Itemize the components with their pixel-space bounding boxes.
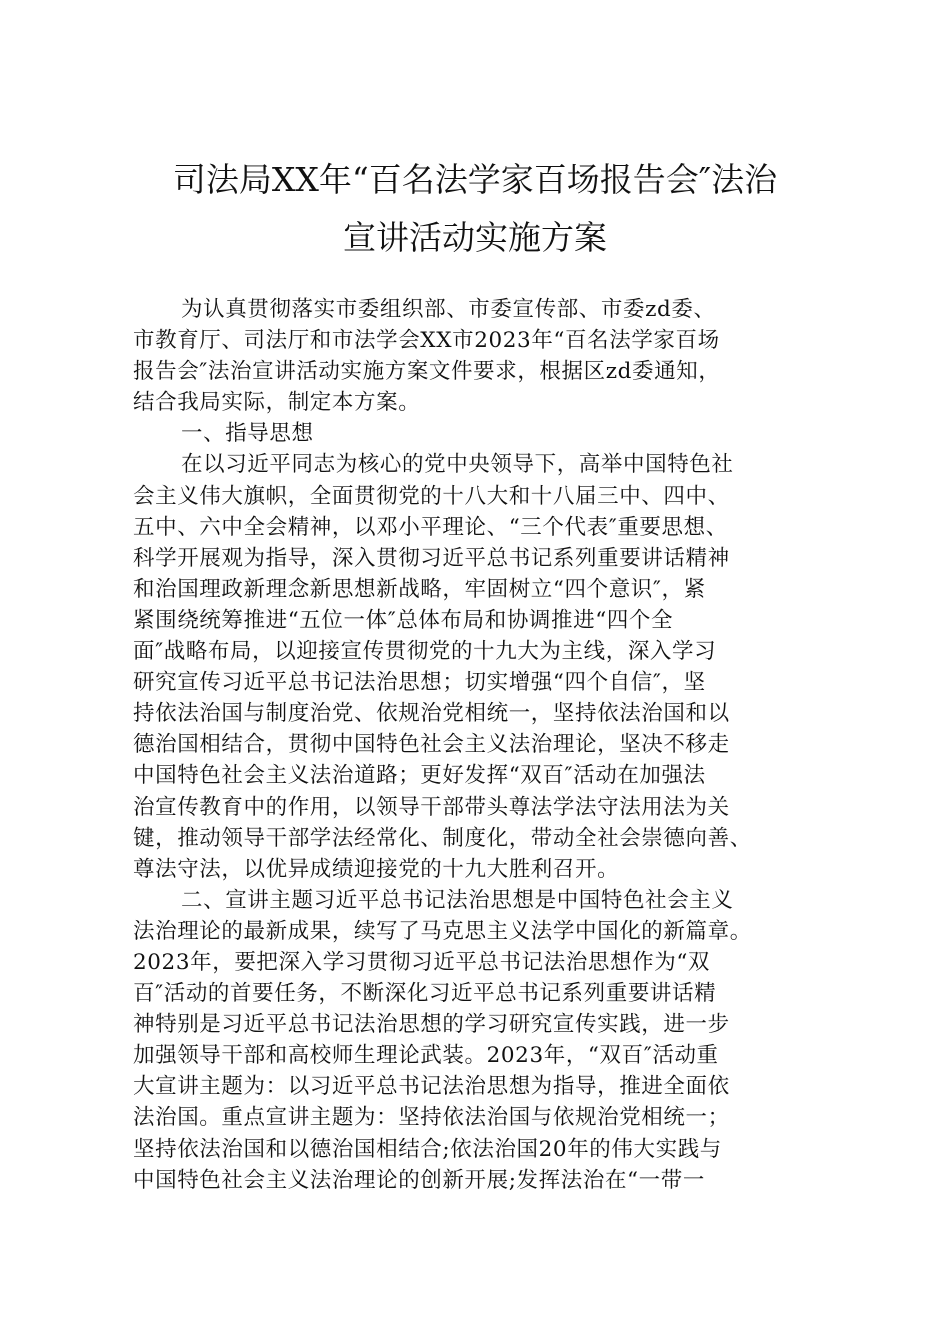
paragraph-line: 坚持依法治国和以德治国相结合;依法治国20年的伟大实践与 <box>133 1136 722 1162</box>
paragraph-line: 尊法守法，以优异成绩迎接党的十九大胜利召开。 <box>133 856 620 882</box>
paragraph-line: 持依法治国与制度治党、依规治党相统一，坚持依法治国和以 <box>133 701 730 727</box>
paragraph-line: 和治国理政新理念新思想新战略，牢固树立“四个意识″，紧 <box>133 576 706 602</box>
paragraph-line: 中国特色社会主义法治道路；更好发挥“双百″活动在加强法 <box>133 763 706 789</box>
paragraph-line: 研究宣传习近平总书记法治思想；切实增强“四个自信″，坚 <box>133 670 706 696</box>
paragraph-line: 治宣传教育中的作用，以领导干部带头尊法学法守法用法为关 <box>133 794 730 820</box>
paragraph-line: 百″活动的首要任务，不断深化习近平总书记系列重要讲话精 <box>133 981 717 1007</box>
paragraph-line: 为认真贯彻落实市委组织部、市委宣传部、市委zd委、 <box>181 297 716 322</box>
paragraph-line: 加强领导干部和高校师生理论武装。2023年，“双百″活动重 <box>133 1043 719 1069</box>
paragraph-line: 市教育厅、司法厅和市法学会XX市2023年“百名法学家百场 <box>133 328 720 354</box>
document-title-line-1: 司法局XX年“百名法学家百场报告会″法治 <box>172 160 778 199</box>
paragraph-line: 法治理论的最新成果，续写了马克思主义法学中国化的新篇章。 <box>133 918 752 944</box>
paragraph-line: 会主义伟大旗帜，全面贯彻党的十八大和十八届三中、四中、 <box>133 483 730 509</box>
paragraph-line: 德治国相结合，贯彻中国特色社会主义法治理论，坚决不移走 <box>133 732 730 758</box>
paragraph-line: 法治国。重点宣讲主题为：坚持依法治国与依规治党相统一； <box>133 1105 730 1131</box>
section-heading: 二、宣讲主题习近平总书记法治思想是中国特色社会主义 <box>181 887 734 913</box>
paragraph-line: 面″战略布局，以迎接宣传贯彻党的十九大为主线，深入学习 <box>133 639 717 665</box>
paragraph-line: 报告会″法治宣讲活动实施方案文件要求，根据区zd委通知， <box>133 359 721 385</box>
paragraph-line: 五中、六中全会精神，以邓小平理论、“三个代表″重要思想、 <box>133 514 728 540</box>
paragraph-line: 2023年，要把深入学习贯彻习近平总书记法治思想作为“双 <box>133 949 711 975</box>
paragraph-line: 神特别是习近平总书记法治思想的学习研究宣传实践，进一步 <box>133 1012 730 1038</box>
paragraph-line: 在以习近平同志为核心的党中央领导下，高举中国特色社 <box>181 452 734 478</box>
paragraph-line: 科学开展观为指导，深入贯彻习近平总书记系列重要讲话精神 <box>133 545 730 571</box>
paragraph-line: 紧围绕统筹推进“五位一体″总体布局和协调推进“四个全 <box>133 607 674 633</box>
paragraph-line: 键，推动领导干部学法经常化、制度化，带动全社会崇德向善、 <box>133 825 752 851</box>
document-title-line-2: 宣讲活动实施方案 <box>343 218 607 257</box>
paragraph-line: 大宣讲主题为：以习近平总书记法治思想为指导，推进全面依 <box>133 1074 730 1100</box>
paragraph-line: 中国特色社会主义法治理论的创新开展;发挥法治在“一带一 <box>133 1167 705 1193</box>
document-body <box>133 294 823 1196</box>
paragraph-line: 结合我局实际，制定本方案。 <box>133 390 421 416</box>
section-heading: 一、指导思想 <box>181 421 314 447</box>
